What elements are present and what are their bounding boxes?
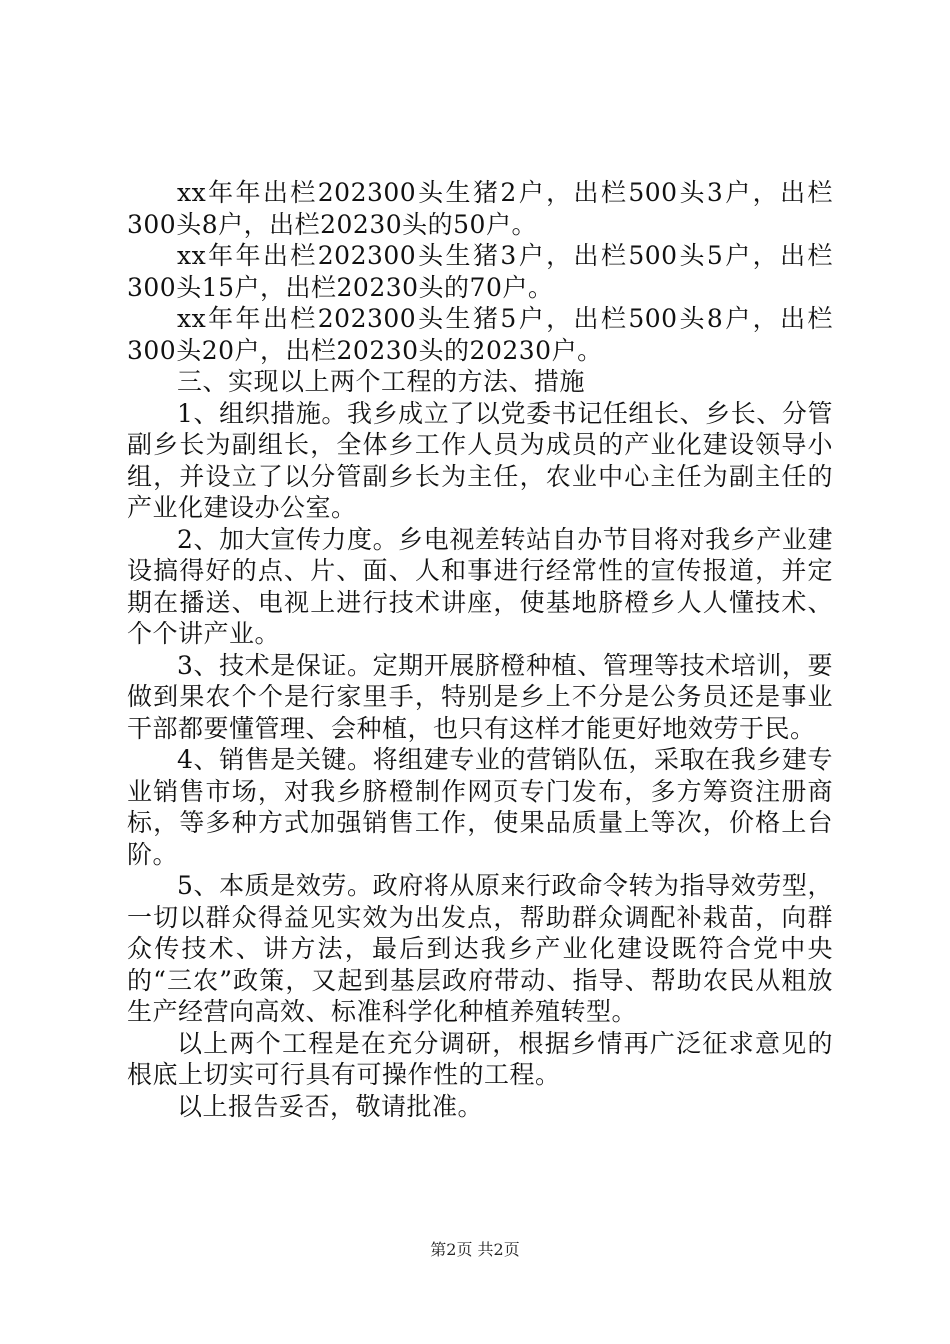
section-heading-methods: 三、实现以上两个工程的方法、措施 [177, 367, 586, 396]
paragraph-organization-measures: 1、组织措施。我乡成立了以党委书记任组长、乡长、分管副乡长为副组长，全体乡工作人员为成员的产业化建设领导小组，并设立了以分管副乡长为主任，农业中心主任为副主任的产业化建设办公室。 [127, 398, 833, 522]
paragraph-conclusion: 以上两个工程是在充分调研，根据乡情再广泛征求意见的根底上切实可行具有可操作性的工程。 [127, 1028, 833, 1089]
page-number-footer: 第2页 共2页 [430, 1240, 520, 1259]
paragraph-sales: 4、销售是关键。将组建专业的营销队伍，采取在我乡建专业销售市场，对我乡脐橙制作网页专门发布，多方筹资注册商标，等多种方式加强销售工作，使果品质量上等次，价格上台阶。 [127, 745, 833, 869]
paragraph-service: 5、本质是效劳。政府将从原来行政命令转为指导效劳型，一切以群众得益见实效为出发点，帮助群众调配补栽苗，向群众传技术、讲方法，最后到达我乡产业化建设既符合党中央的“三农”政策，又起到基层政府带动、指导、帮助农民从粗放生产经营向高效、标准科学化种植养殖转型。 [127, 871, 833, 1026]
document-body [127, 177, 833, 1122]
paragraph-technology: 3、技术是保证。定期开展脐橙种植、管理等技术培训，要做到果农个个是行家里手，特别是乡上不分是公务员还是事业干部都要懂管理、会种植，也只有这样才能更好地效劳于民。 [127, 650, 833, 743]
paragraph-livestock-year-3: xx年年出栏202300头生猪5户，出栏500头8户，出栏300头20户，出栏20230头的20230户。 [127, 304, 833, 365]
paragraph-livestock-year-1: xx年年出栏202300头生猪2户，出栏500头3户，出栏300头8户，出栏20230头的50户。 [127, 178, 833, 239]
paragraph-publicity: 2、加大宣传力度。乡电视差转站自办节目将对我乡产业建设搞得好的点、片、面、人和事进行经常性的宣传报道，并定期在播送、电视上进行技术讲座，使基地脐橙乡人人懂技术、个个讲产业。 [127, 524, 833, 648]
paragraph-livestock-year-2: xx年年出栏202300头生猪3户，出栏500头5户，出栏300头15户，出栏20230头的70户。 [127, 241, 833, 302]
paragraph-closing-request: 以上报告妥否，敬请批准。 [177, 1091, 484, 1121]
